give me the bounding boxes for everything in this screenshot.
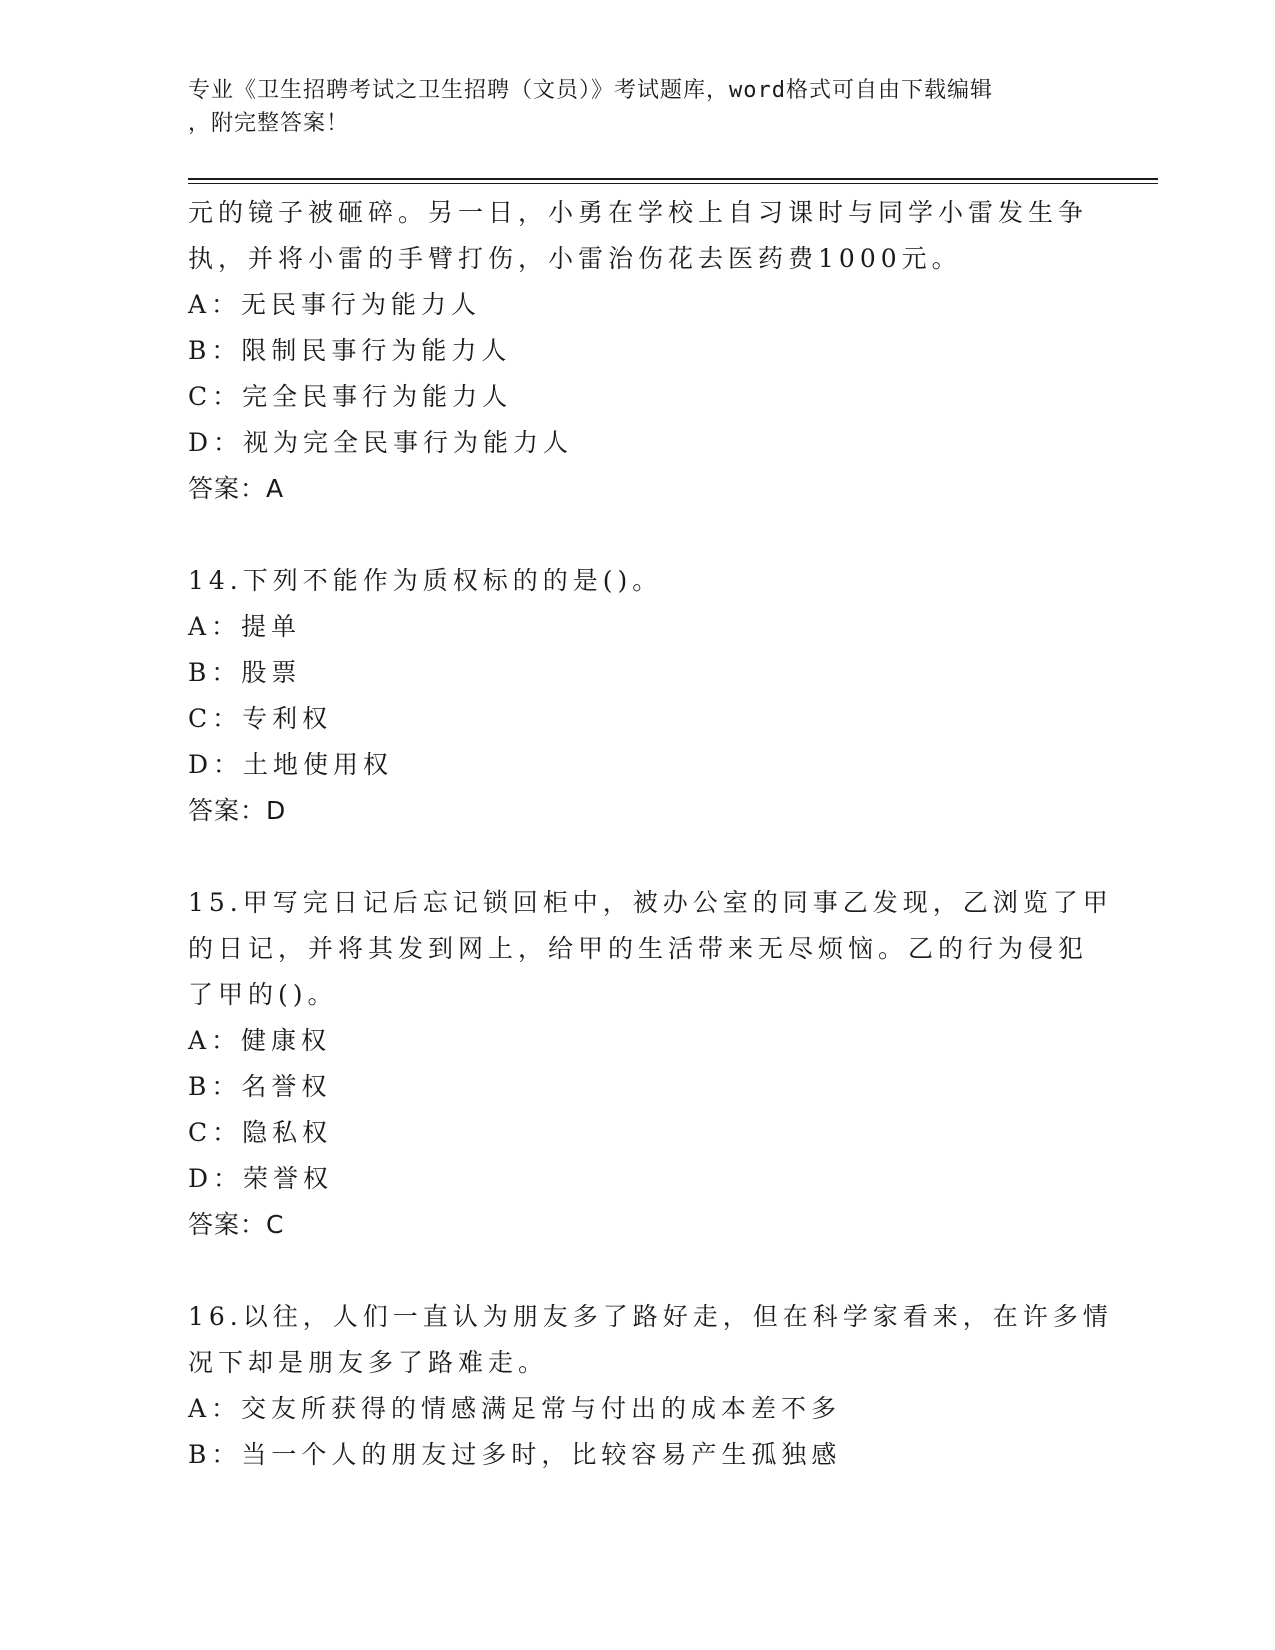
answer: 答案：C (188, 1210, 285, 1239)
option-a: A：无民事行为能力人 (188, 290, 482, 319)
question-list (188, 190, 1113, 1478)
question-16 (188, 1294, 1113, 1478)
question-15 (188, 880, 1113, 1248)
question-stem-line: 况下却是朋友多了路难走。 (188, 1348, 549, 1377)
option-b: B：股票 (188, 658, 302, 687)
header-line-1: 专业《卫生招聘考试之卫生招聘（文员）》考试题库，word格式可自由下载编辑 (188, 78, 993, 103)
answer: 答案：D (188, 796, 287, 825)
question-stem-line: 16.以往，人们一直认为朋友多了路好走，但在科学家看来，在许多情 (188, 1302, 1113, 1331)
option-b: B：当一个人的朋友过多时，比较容易产生孤独感 (188, 1440, 842, 1469)
option-c: C：完全民事行为能力人 (188, 382, 513, 411)
option-c: C：隐私权 (188, 1118, 333, 1147)
header-divider-thin (188, 183, 1158, 184)
question-stem-line: 的日记，并将其发到网上，给甲的生活带来无尽烦恼。乙的行为侵犯 (188, 934, 1089, 963)
option-d: D：荣誉权 (188, 1164, 334, 1193)
question-stem-line: 14.下列不能作为质权标的的是()。 (188, 566, 663, 595)
question-spacer (188, 512, 1088, 558)
question-stem-line: 15.甲写完日记后忘记锁回柜中，被办公室的同事乙发现，乙浏览了甲 (188, 888, 1113, 917)
option-a: A：健康权 (188, 1026, 332, 1055)
question-13 (188, 190, 1088, 512)
option-b: B：名誉权 (188, 1072, 332, 1101)
question-14 (188, 558, 1088, 834)
header-divider-thick (188, 178, 1158, 180)
option-d: D：土地使用权 (188, 750, 394, 779)
question-spacer (188, 834, 1088, 880)
question-stem-line: 了甲的()。 (188, 980, 338, 1009)
header-line-2: ，附完整答案！ (188, 111, 350, 136)
question-stem-line: 执，并将小雷的手臂打伤，小雷治伤花去医药费1000元。 (188, 244, 962, 273)
option-d: D：视为完全民事行为能力人 (188, 428, 574, 457)
answer: 答案：A (188, 474, 285, 503)
option-a: A：提单 (188, 612, 302, 641)
question-spacer (188, 1248, 1088, 1294)
question-stem-line: 元的镜子被砸碎。另一日，小勇在学校上自习课时与同学小雷发生争 (188, 198, 1089, 227)
option-a: A：交友所获得的情感满足常与付出的成本差不多 (188, 1394, 842, 1423)
document-header (188, 74, 1068, 140)
option-b: B：限制民事行为能力人 (188, 336, 512, 365)
option-c: C：专利权 (188, 704, 333, 733)
